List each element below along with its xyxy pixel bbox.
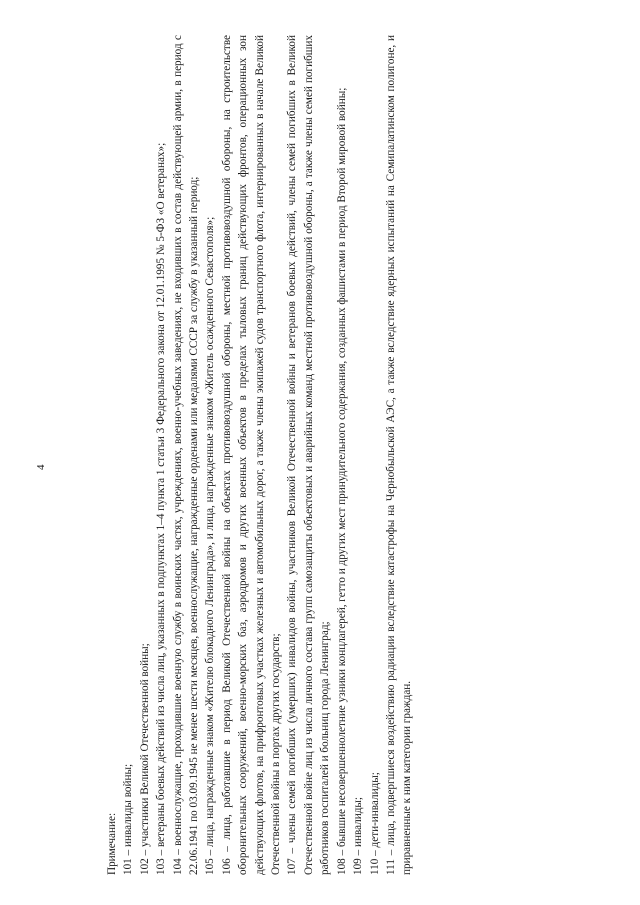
note-item-107: 107 – члены семей погибших (умерших) инвалидов войны, участников Великой Отечественной войны и ветеранов боевых действий, члены семей погибших в Великой Отечественной войне лиц из числа личного состава групп самозащиты объектовых и аварийных команд местной противовоздушной обороны, а также члены семей погибших работников госпиталей и больниц города Ленинград; xyxy=(286,35,332,875)
note-item-108: 108 – бывшие несовершеннолетние узники концлагерей, гетто и других мест принудительного содержания, созданных фашистами в период Второй мировой войны; xyxy=(335,87,348,875)
note-item-109: 109 – инвалиды; xyxy=(352,796,365,875)
note-item-102: 102 – участники Великой Отечественной войны; xyxy=(138,643,151,875)
note-item-111: 111 – лица, подвергшиеся воздействию радиации вследствие катастрофы на Чернобыльской АЭС, а также вследствие ядерных испытаний на Семипалатинском полигоне, и приравненные к ним категории граждан. xyxy=(384,35,414,875)
notes-heading: Примечание: xyxy=(106,812,118,875)
note-item-103: 103 – ветераны боевых действий из числа лиц, указанных в подпунктах 1–4 пункта 1 статьи 3 Федерального закона от 12.01.1995 № 5-ФЗ «О ветеранах»; xyxy=(155,142,168,875)
note-item-101: 101 – инвалиды войны; xyxy=(122,763,135,875)
note-item-105: 105 – лица, награжденные знаком «Жителю блокадного Ленинграда», и лица, награжденные знаком «Житель осажденного Севастополя»; xyxy=(204,216,217,875)
note-item-104: 104 – военнослужащие, проходившие военную службу в воинских частях, учреждениях, военно-учебных заведениях, не входивших в состав действующей армии, в период с 22.06.1941 по 03.09.1945 не менее шести месяцев, военнослужащие, награжденные орденами или медалями СССР за службу в указанный период; xyxy=(171,35,201,875)
notes-block xyxy=(104,35,416,875)
note-item-106: 106 – лица, работавшие в период Великой Отечественной войны на объектах противовоздушной обороны, местной противовоздушной обороны, на строительстве оборонительных сооружений, военно-морских баз, аэродромов и других военных объектов в пределах тыловых границ действующих фронтов, операционных зон действующих флотов, на прифронтовых участках железных и автомобильных дорог, а также члены экипажей судов транспортного флота, интернированных в начале Великой Отечественной войны в портах других государств; xyxy=(220,35,283,875)
page-number: 4 xyxy=(35,464,47,470)
rotated-content xyxy=(35,35,434,875)
note-item-110: 110 – дети-инвалиды; xyxy=(368,772,381,875)
